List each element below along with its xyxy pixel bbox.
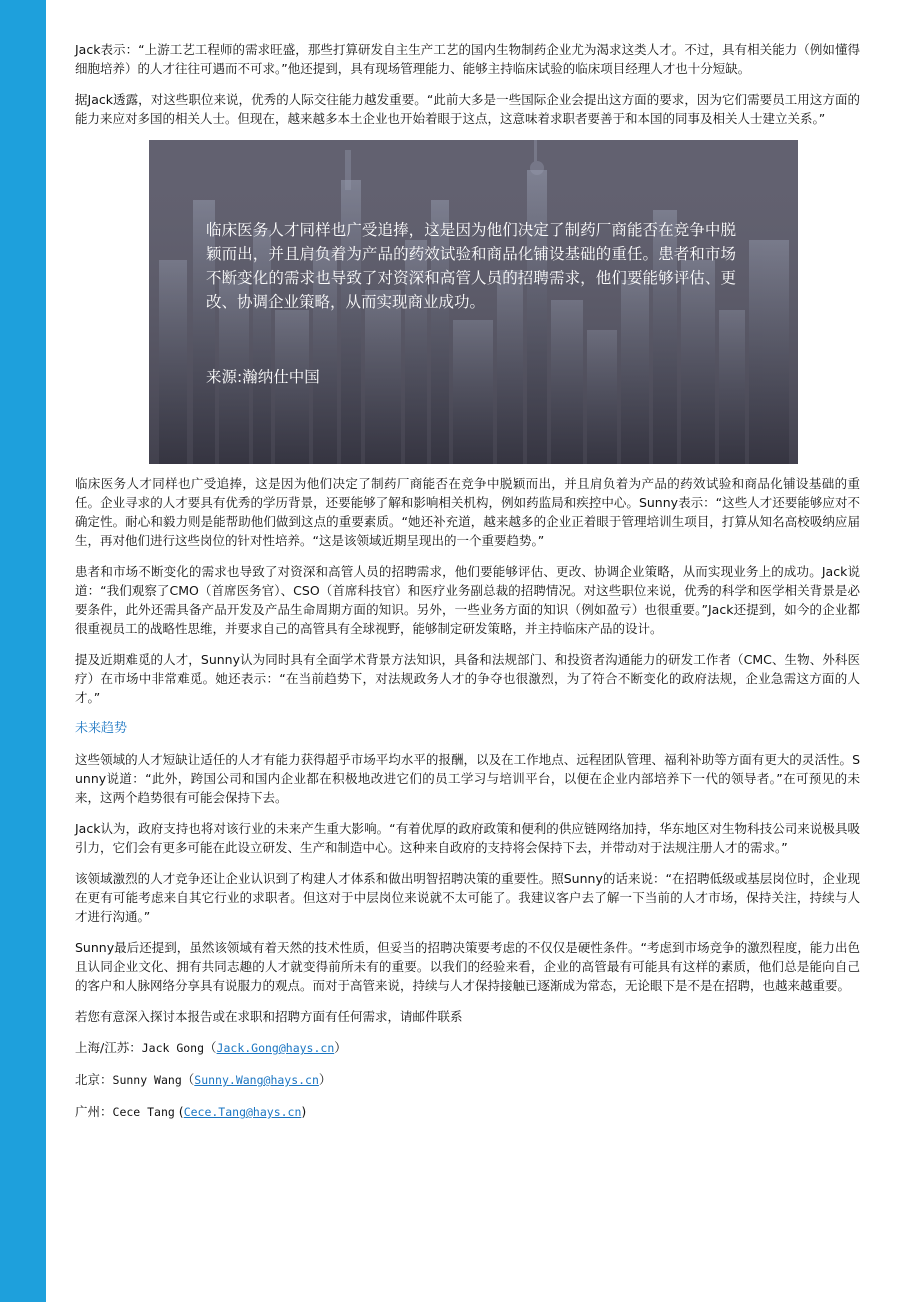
section-heading: 未来趋势 xyxy=(75,721,128,736)
contact-region: 上海/江苏： xyxy=(75,1040,142,1055)
pull-quote-image xyxy=(149,140,798,464)
paren-open: （ xyxy=(181,1072,195,1087)
paragraph: 提及近期难觅的人才，Sunny认为同时具有全面学术背景方法知识，具备和法规部门、和投资者沟通能力的研发工作者（CMC、生物、外科医疗）在市场中非常难觅。她还表示：“在当前趋势下，对法规政务人才的争夺也很激烈，为了符合不断变化的政府法规，企业急需这方面的人才。” xyxy=(75,652,860,705)
paragraph: 该领域激烈的人才竞争还让企业认识到了构建人才体系和做出明智招聘决策的重要性。照Sunny的话来说：“在招聘低级或基层岗位时，企业现在更有可能考虑来自其它行业的求职者。但这对于中层岗位来说就不太可能了。我建议客户去了解一下当前的人才市场，保持关注，持续与人才进行沟通。” xyxy=(75,871,860,924)
email-link-jack[interactable]: Jack.Gong@hays.cn xyxy=(216,1041,335,1055)
article-body xyxy=(75,40,860,1134)
paragraph: Jack认为，政府支持也将对该行业的未来产生重大影响。“有着优厚的政府政策和便利的供应链网络加持，华东地区对生物科技公司来说极具吸引力，它们会有更多可能在此设立研发、生产和制造中心。这种来自政府的支持将会保持下去，并带动对于法规注册人才的需求。” xyxy=(75,821,860,855)
contact-line-shanghai xyxy=(75,1038,860,1058)
paragraph: 据Jack透露，对这些职位来说，优秀的人际交往能力越发重要。“此前大多是一些国际企业会提出这方面的要求，因为它们需要员工用这方面的能力来应对多国的相关人士。但现在，越来越多本土企业也开始着眼于这点，这意味着求职者要善于和本国的同事及相关人士建立关系。” xyxy=(75,92,860,126)
contact-region: 北京： xyxy=(75,1072,113,1087)
paragraph: Sunny最后还提到，虽然该领域有着天然的技术性质，但妥当的招聘决策要考虑的不仅仅是硬性条件。“考虑到市场竞争的激烈程度，能力出色且认同企业文化、拥有共同志趣的人才就变得前所未有的重要。以我们的经验来看，企业的高管最有可能具有这样的素质，他们总是能向自己的客户和人脉网络分享具有说服力的观点。而对于高管来说，持续与人才保持接触已逐渐成为常态，无论眼下是不是在招聘，也越来越重要。 xyxy=(75,940,860,993)
left-accent-bar xyxy=(0,0,46,1302)
paragraph: Jack表示：“上游工艺工程师的需求旺盛，那些打算研发自主生产工艺的国内生物制药企业尤为渴求这类人才。不过，具有相关能力（例如懂得细胞培养）的人才往往可遇而不可求。”他还提到，具有现场管理能力、能够主持临床试验的临床项目经理人才也十分短缺。 xyxy=(75,42,860,76)
contact-region: 广州： xyxy=(75,1104,113,1119)
contact-line-beijing xyxy=(75,1070,860,1090)
contact-intro: 若您有意深入探讨本报告或在求职和招聘方面有任何需求，请邮件联系 xyxy=(75,1009,463,1024)
paren-open: ( xyxy=(174,1104,184,1119)
paragraph: 患者和市场不断变化的需求也导致了对资深和高管人员的招聘需求，他们要能够评估、更改、协调企业策略，从而实现业务上的成功。Jack说道：“我们观察了CMO（首席医务官）、CSO（首席科技官）和医疗业务副总裁的招聘情况。对这些职位来说，优秀的科学和医学相关背景是必要条件，此外还需具备产品开发及产品生命周期方面的知识。另外，一些业务方面的知识（例如盈亏）也很重要。”Jack还提到，如今的企业都很重视员工的战略性思维，并要求自己的高管具有全球视野，能够制定研发策略，并主持临床产品的设计。 xyxy=(75,564,860,636)
contact-name: Cece Tang xyxy=(112,1105,175,1119)
paren-close: ) xyxy=(301,1104,307,1119)
paragraph: 临床医务人才同样也广受追捧，这是因为他们决定了制药厂商能否在竞争中脱颖而出，并且肩负着为产品的药效试验和商品化铺设基础的重任。企业寻求的人才要具有优秀的学历背景，还要能够了解和影响相关机构，例如药监局和疾控中心。Sunny表示：“这些人才还要能够应对不确定性。耐心和毅力则是能帮助他们做到这点的重要素质。“她还补充道，越来越多的企业正着眼于管理培训生项目，打算从知名高校吸纳应届生，再对他们进行这些岗位的针对性培养。“这是该领域近期呈现出的一个重要趋势。” xyxy=(75,476,860,548)
contact-line-guangzhou xyxy=(75,1102,860,1122)
pull-quote-source: 来源:瀚纳仕中国 xyxy=(206,368,320,386)
pull-quote-text: 临床医务人才同样也广受追捧，这是因为他们决定了制药厂商能否在竞争中脱颖而出，并且肩负着为产品的药效试验和商品化铺设基础的重任。患者和市场不断变化的需求也导致了对资深和高管人员的招聘需求，他们要能够评估、更改、协调企业策略，从而实现商业成功。 xyxy=(206,221,736,311)
contact-name: Jack Gong xyxy=(141,1041,205,1055)
email-link-sunny[interactable]: Sunny.Wang@hays.cn xyxy=(194,1073,319,1087)
contact-name: Sunny Wang xyxy=(112,1073,182,1087)
paren-open: （ xyxy=(204,1040,217,1055)
paragraph: 这些领域的人才短缺让适任的人才有能力获得超乎市场平均水平的报酬，以及在工作地点、远程团队管理、福利补助等方面有更大的灵活性。Sunny说道：“此外，跨国公司和国内企业都在积极地改进它们的员工学习与培训平台，以便在企业内部培养下一代的领导者。”在可预见的未来，这两个趋势很有可能会保持下去。 xyxy=(75,752,860,805)
paren-close: ） xyxy=(318,1072,332,1087)
email-link-cece[interactable]: Cece.Tang@hays.cn xyxy=(183,1105,302,1119)
paren-close: ） xyxy=(334,1040,347,1055)
